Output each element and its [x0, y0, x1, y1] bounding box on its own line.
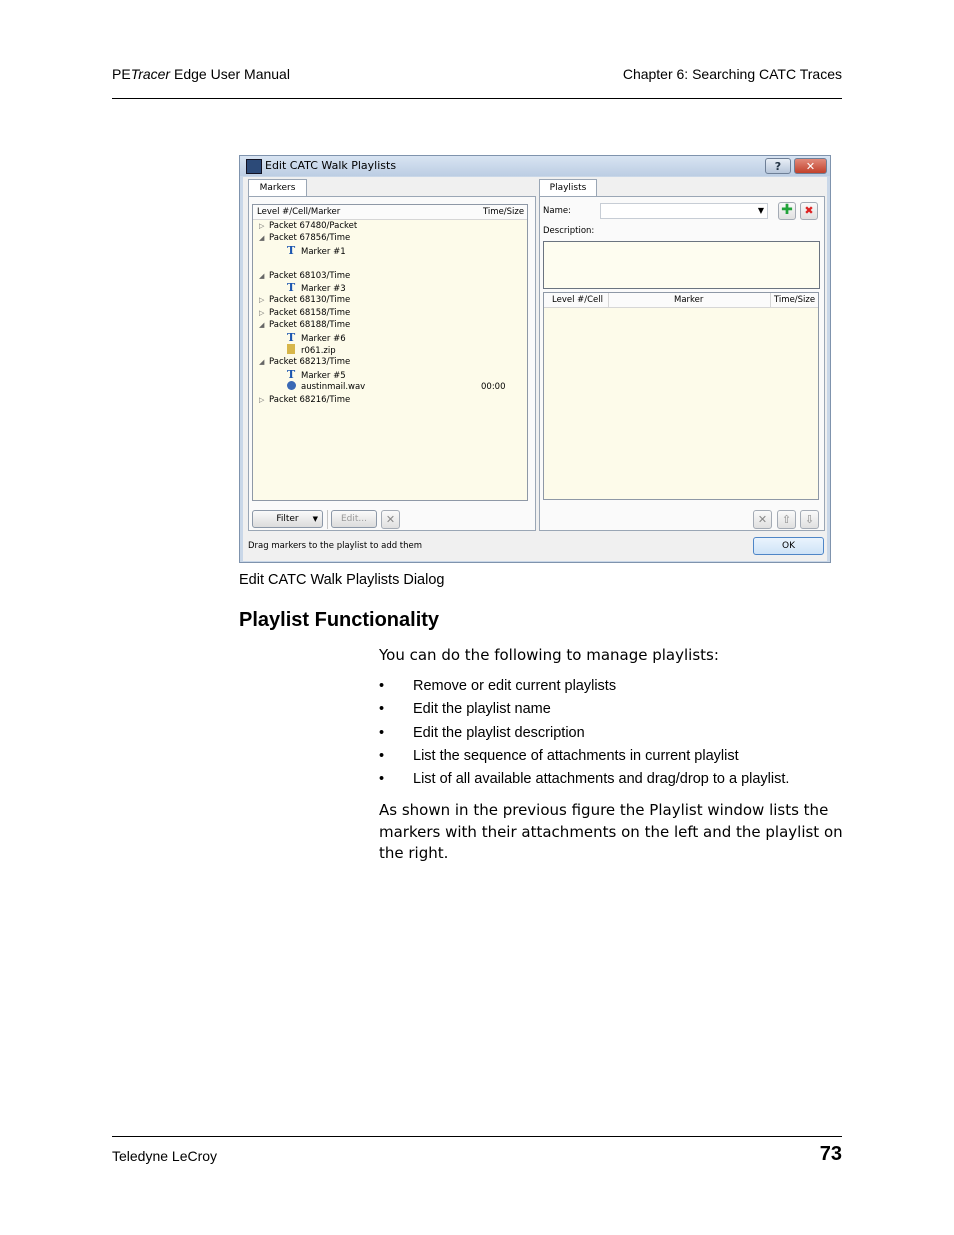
body-paragraph: As shown in the previous figure the Playlist window lists the markers with their attachments on the left and the playlist on the right. — [379, 801, 843, 862]
tree-row[interactable] — [253, 356, 350, 368]
tree-row-label: Packet 68188/Time — [269, 320, 351, 331]
col-divider — [608, 293, 609, 307]
x-icon: ✖ — [804, 204, 814, 217]
col-level[interactable]: Level #/Cell/Marker — [257, 207, 341, 217]
tree-rows — [253, 220, 527, 500]
expanded-triangle-icon[interactable]: ◢ — [259, 321, 265, 330]
tree-row[interactable] — [253, 307, 350, 319]
edit-button[interactable]: Edit... — [331, 510, 377, 528]
tree-row[interactable] — [253, 332, 346, 344]
bullet-icon: • — [379, 701, 385, 718]
edit-playlists-dialog — [239, 155, 831, 563]
tree-row[interactable] — [253, 282, 346, 294]
text-marker-icon: T — [287, 330, 296, 344]
collapsed-triangle-icon[interactable]: ▷ — [259, 296, 265, 305]
tree-row[interactable] — [253, 257, 287, 269]
tree-row-label: Marker #1 — [301, 246, 346, 257]
tree-row-label: Packet 67480/Packet — [269, 221, 358, 231]
footer-company: Teledyne LeCroy — [112, 1148, 218, 1164]
remove-item-button[interactable] — [753, 510, 772, 529]
tree-row-label: austinmail.wav — [301, 382, 366, 393]
x-icon: ✕ — [757, 513, 768, 526]
help-button[interactable]: ? — [765, 158, 791, 174]
tree-row[interactable] — [253, 270, 350, 282]
running-header-chapter: Chapter 6: Searching CATC Traces — [622, 66, 842, 82]
text-marker-icon: T — [287, 281, 296, 294]
tree-row[interactable] — [253, 319, 350, 331]
playlist-name-select[interactable] — [600, 203, 768, 219]
intro-text: You can do the following to manage playlists: — [379, 646, 719, 664]
x-icon: ✕ — [385, 513, 396, 526]
page-number: 73 — [819, 1143, 842, 1165]
expanded-triangle-icon[interactable]: ◢ — [259, 234, 265, 243]
move-up-button[interactable] — [777, 510, 796, 529]
playlists-pane — [539, 196, 825, 531]
app-icon — [246, 159, 262, 174]
markers-pane — [248, 196, 536, 531]
list-item: • Edit the playlist description — [379, 724, 585, 741]
pl-col-time[interactable]: Time/Size — [774, 295, 816, 305]
tree-row-label: Marker #6 — [301, 333, 346, 344]
chevron-down-icon: ▼ — [757, 206, 764, 215]
tree-row[interactable] — [253, 294, 350, 306]
tree-row-label: Packet 68158/Time — [269, 307, 351, 318]
filter-button[interactable]: Filter ▼ — [252, 510, 323, 528]
expanded-triangle-icon[interactable]: ◢ — [259, 271, 265, 280]
list-item: • List the sequence of attachments in current playlist — [379, 747, 739, 764]
audio-file-icon — [287, 381, 296, 390]
description-textarea[interactable] — [543, 241, 820, 289]
playlist-list[interactable] — [543, 292, 819, 500]
tree-row[interactable] — [253, 394, 350, 406]
text-marker-icon: T — [287, 367, 296, 381]
collapsed-triangle-icon[interactable]: ▷ — [259, 222, 265, 230]
expanded-triangle-icon[interactable]: ◢ — [259, 358, 265, 367]
add-playlist-button[interactable] — [778, 202, 796, 220]
dialog-title: Edit CATC Walk Playlists — [265, 159, 397, 172]
figure-caption: Edit CATC Walk Playlists Dialog — [239, 572, 445, 588]
tree-row[interactable] — [253, 344, 336, 356]
arrow-down-icon: ⇩ — [804, 513, 815, 526]
footer-rule — [112, 1136, 842, 1137]
close-button[interactable]: ✕ — [794, 158, 827, 174]
dialog-title-bar — [240, 156, 830, 176]
tree-row-label: Marker #3 — [301, 284, 346, 294]
tree-row-time: 00:00 — [481, 382, 506, 393]
text-marker-icon: T — [287, 243, 296, 257]
tab-markers[interactable]: Markers — [248, 179, 307, 197]
feature-list — [379, 678, 789, 794]
tree-row[interactable] — [253, 381, 506, 393]
list-item: • Remove or edit current playlists — [379, 678, 617, 694]
list-item: • Edit the playlist name — [379, 701, 551, 718]
description-label: Description: — [543, 226, 595, 236]
list-item: • List of all available attachments and drag/drop to a playlist. — [379, 771, 790, 788]
tree-row-label: Packet 68213/Time — [269, 357, 351, 368]
col-divider — [770, 293, 771, 307]
tab-playlists[interactable]: Playlists — [539, 179, 597, 197]
tree-row-label: Marker #5 — [301, 370, 346, 381]
tree-row-label: Packet 68103/Time — [269, 270, 351, 281]
name-label: Name: — [543, 206, 571, 216]
delete-marker-button[interactable] — [381, 510, 400, 529]
playlist-list-header — [544, 293, 818, 308]
col-time[interactable]: Time/Size — [483, 207, 525, 217]
plus-icon: ✚ — [781, 202, 793, 218]
bullet-icon: • — [379, 678, 385, 694]
section-title: Playlist Functionality — [239, 609, 440, 631]
move-down-button[interactable] — [800, 510, 819, 529]
header-rule — [112, 98, 842, 99]
zip-file-icon — [287, 344, 295, 354]
running-header-title: PETracer Edge User Manual — [112, 66, 290, 82]
markers-tree-header — [253, 205, 527, 220]
bullet-icon: • — [379, 771, 385, 788]
pl-col-marker[interactable]: Marker — [674, 295, 704, 305]
dropdown-arrow-icon: ▼ — [312, 515, 318, 523]
tree-row-label: r061.zip — [301, 346, 336, 356]
collapsed-triangle-icon[interactable]: ▷ — [259, 395, 265, 404]
delete-playlist-button[interactable] — [800, 202, 818, 220]
status-text: Drag markers to the playlist to add them — [248, 541, 423, 551]
arrow-up-icon: ⇧ — [781, 513, 792, 526]
toolbar-divider — [327, 510, 328, 529]
tree-row-label: Packet 67856/Time — [269, 233, 351, 244]
tree-row[interactable] — [253, 232, 350, 244]
pl-col-level[interactable]: Level #/Cell — [552, 295, 604, 305]
ok-button[interactable]: OK — [753, 537, 824, 555]
dialog-body — [243, 177, 827, 561]
markers-tree[interactable] — [252, 204, 528, 501]
tree-row[interactable] — [253, 245, 346, 257]
tree-row[interactable] — [253, 369, 346, 381]
bullet-icon: • — [379, 724, 385, 741]
tree-row-label: Packet 68216/Time — [269, 394, 351, 405]
collapsed-triangle-icon[interactable]: ▷ — [259, 308, 265, 317]
bullet-icon: • — [379, 747, 385, 764]
tree-row-label: Packet 68130/Time — [269, 295, 351, 306]
tree-row[interactable] — [253, 220, 357, 232]
